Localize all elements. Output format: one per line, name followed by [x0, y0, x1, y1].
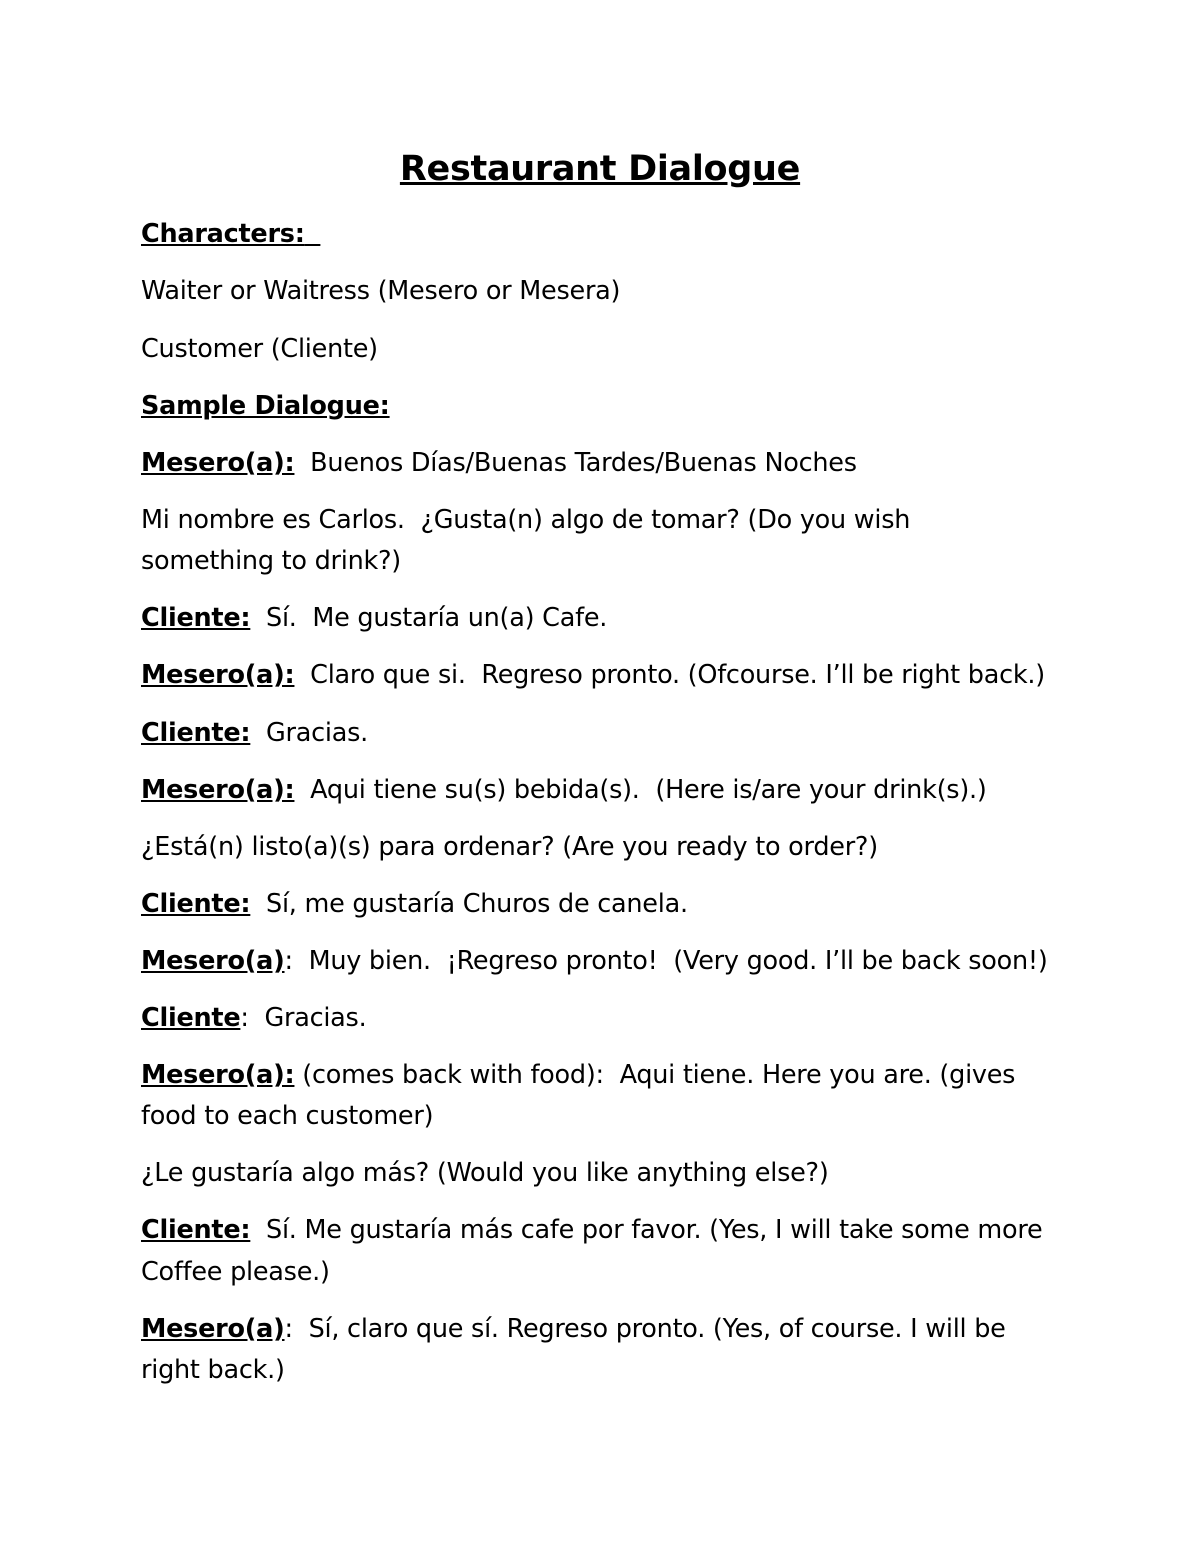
dialogue-line: food to each customer) [141, 1101, 434, 1131]
dialogue-line: Coffee please.) [141, 1257, 330, 1287]
dialogue-line [141, 1055, 1071, 1096]
dialogue-line [141, 598, 1071, 639]
characters-label: Characters: [141, 219, 305, 249]
sample-dialogue-heading [141, 386, 1071, 427]
speaker-label: Cliente: [141, 718, 251, 748]
speaker-label: Mesero(a) [141, 946, 285, 976]
dialogue-line [141, 998, 1071, 1039]
speaker-label: Cliente: [141, 889, 251, 919]
dialogue-text: Gracias. [248, 1003, 367, 1033]
dialogue-text: (comes back with food): Aqui tiene. Here you are. (gives [294, 1060, 1016, 1090]
character-line: Customer (Cliente) [141, 334, 378, 364]
character-line: Waiter or Waitress (Mesero or Mesera) [141, 276, 621, 306]
speaker-label: Cliente: [141, 1215, 251, 1245]
dialogue-line [141, 941, 1071, 982]
dialogue-line [141, 884, 1071, 925]
dialogue-text: Claro que si. Regreso pronto. (Ofcourse. I’ll be right back.) [294, 660, 1045, 690]
dialogue-line [141, 1309, 1071, 1350]
dialogue-text: Sí. Me gustaría un(a) Cafe. [250, 603, 608, 633]
speaker-colon: : [240, 1003, 249, 1033]
dialogue-text: Sí, me gustaría Churos de canela. [250, 889, 688, 919]
speaker-label: Mesero(a): [141, 775, 295, 805]
dialogue-text: Buenos Días/Buenas Tardes/Buenas Noches [294, 448, 857, 478]
dialogue-line [141, 770, 1071, 811]
dialogue-text: Sí. Me gustaría más cafe por favor. (Yes, I will take some more [250, 1215, 1043, 1245]
speaker-label: Mesero(a): [141, 448, 295, 478]
page-title: Restaurant Dialogue [399, 149, 801, 189]
sample-dialogue-label: Sample Dialogue: [141, 391, 390, 421]
speaker-label: Cliente: [141, 603, 251, 633]
dialogue-text: Aqui tiene su(s) bebida(s). (Here is/are your drink(s).) [294, 775, 987, 805]
dialogue-line [141, 443, 1071, 484]
speaker-colon: : [284, 1314, 293, 1344]
speaker-label: Cliente [141, 1003, 241, 1033]
dialogue-line: Mi nombre es Carlos. ¿Gusta(n) algo de tomar? (Do you wish [141, 505, 911, 535]
speaker-label: Mesero(a) [141, 1314, 285, 1344]
dialogue-text: Muy bien. ¡Regreso pronto! (Very good. I’ll be back soon!) [292, 946, 1048, 976]
dialogue-line: right back.) [141, 1355, 285, 1385]
dialogue-line [141, 655, 1071, 696]
dialogue-line: something to drink?) [141, 546, 401, 576]
speaker-label: Mesero(a): [141, 660, 295, 690]
speaker-colon: : [284, 946, 293, 976]
dialogue-line [141, 713, 1071, 754]
dialogue-line: ¿Le gustaría algo más? (Would you like anything else?) [141, 1158, 829, 1188]
dialogue-text: Gracias. [250, 718, 369, 748]
dialogue-text: Sí, claro que sí. Regreso pronto. (Yes, of course. I will be [292, 1314, 1006, 1344]
speaker-label: Mesero(a): [141, 1060, 295, 1090]
dialogue-line [141, 1210, 1071, 1251]
dialogue-line: ¿Está(n) listo(a)(s) para ordenar? (Are you ready to order?) [141, 832, 878, 862]
characters-heading [141, 214, 1071, 255]
